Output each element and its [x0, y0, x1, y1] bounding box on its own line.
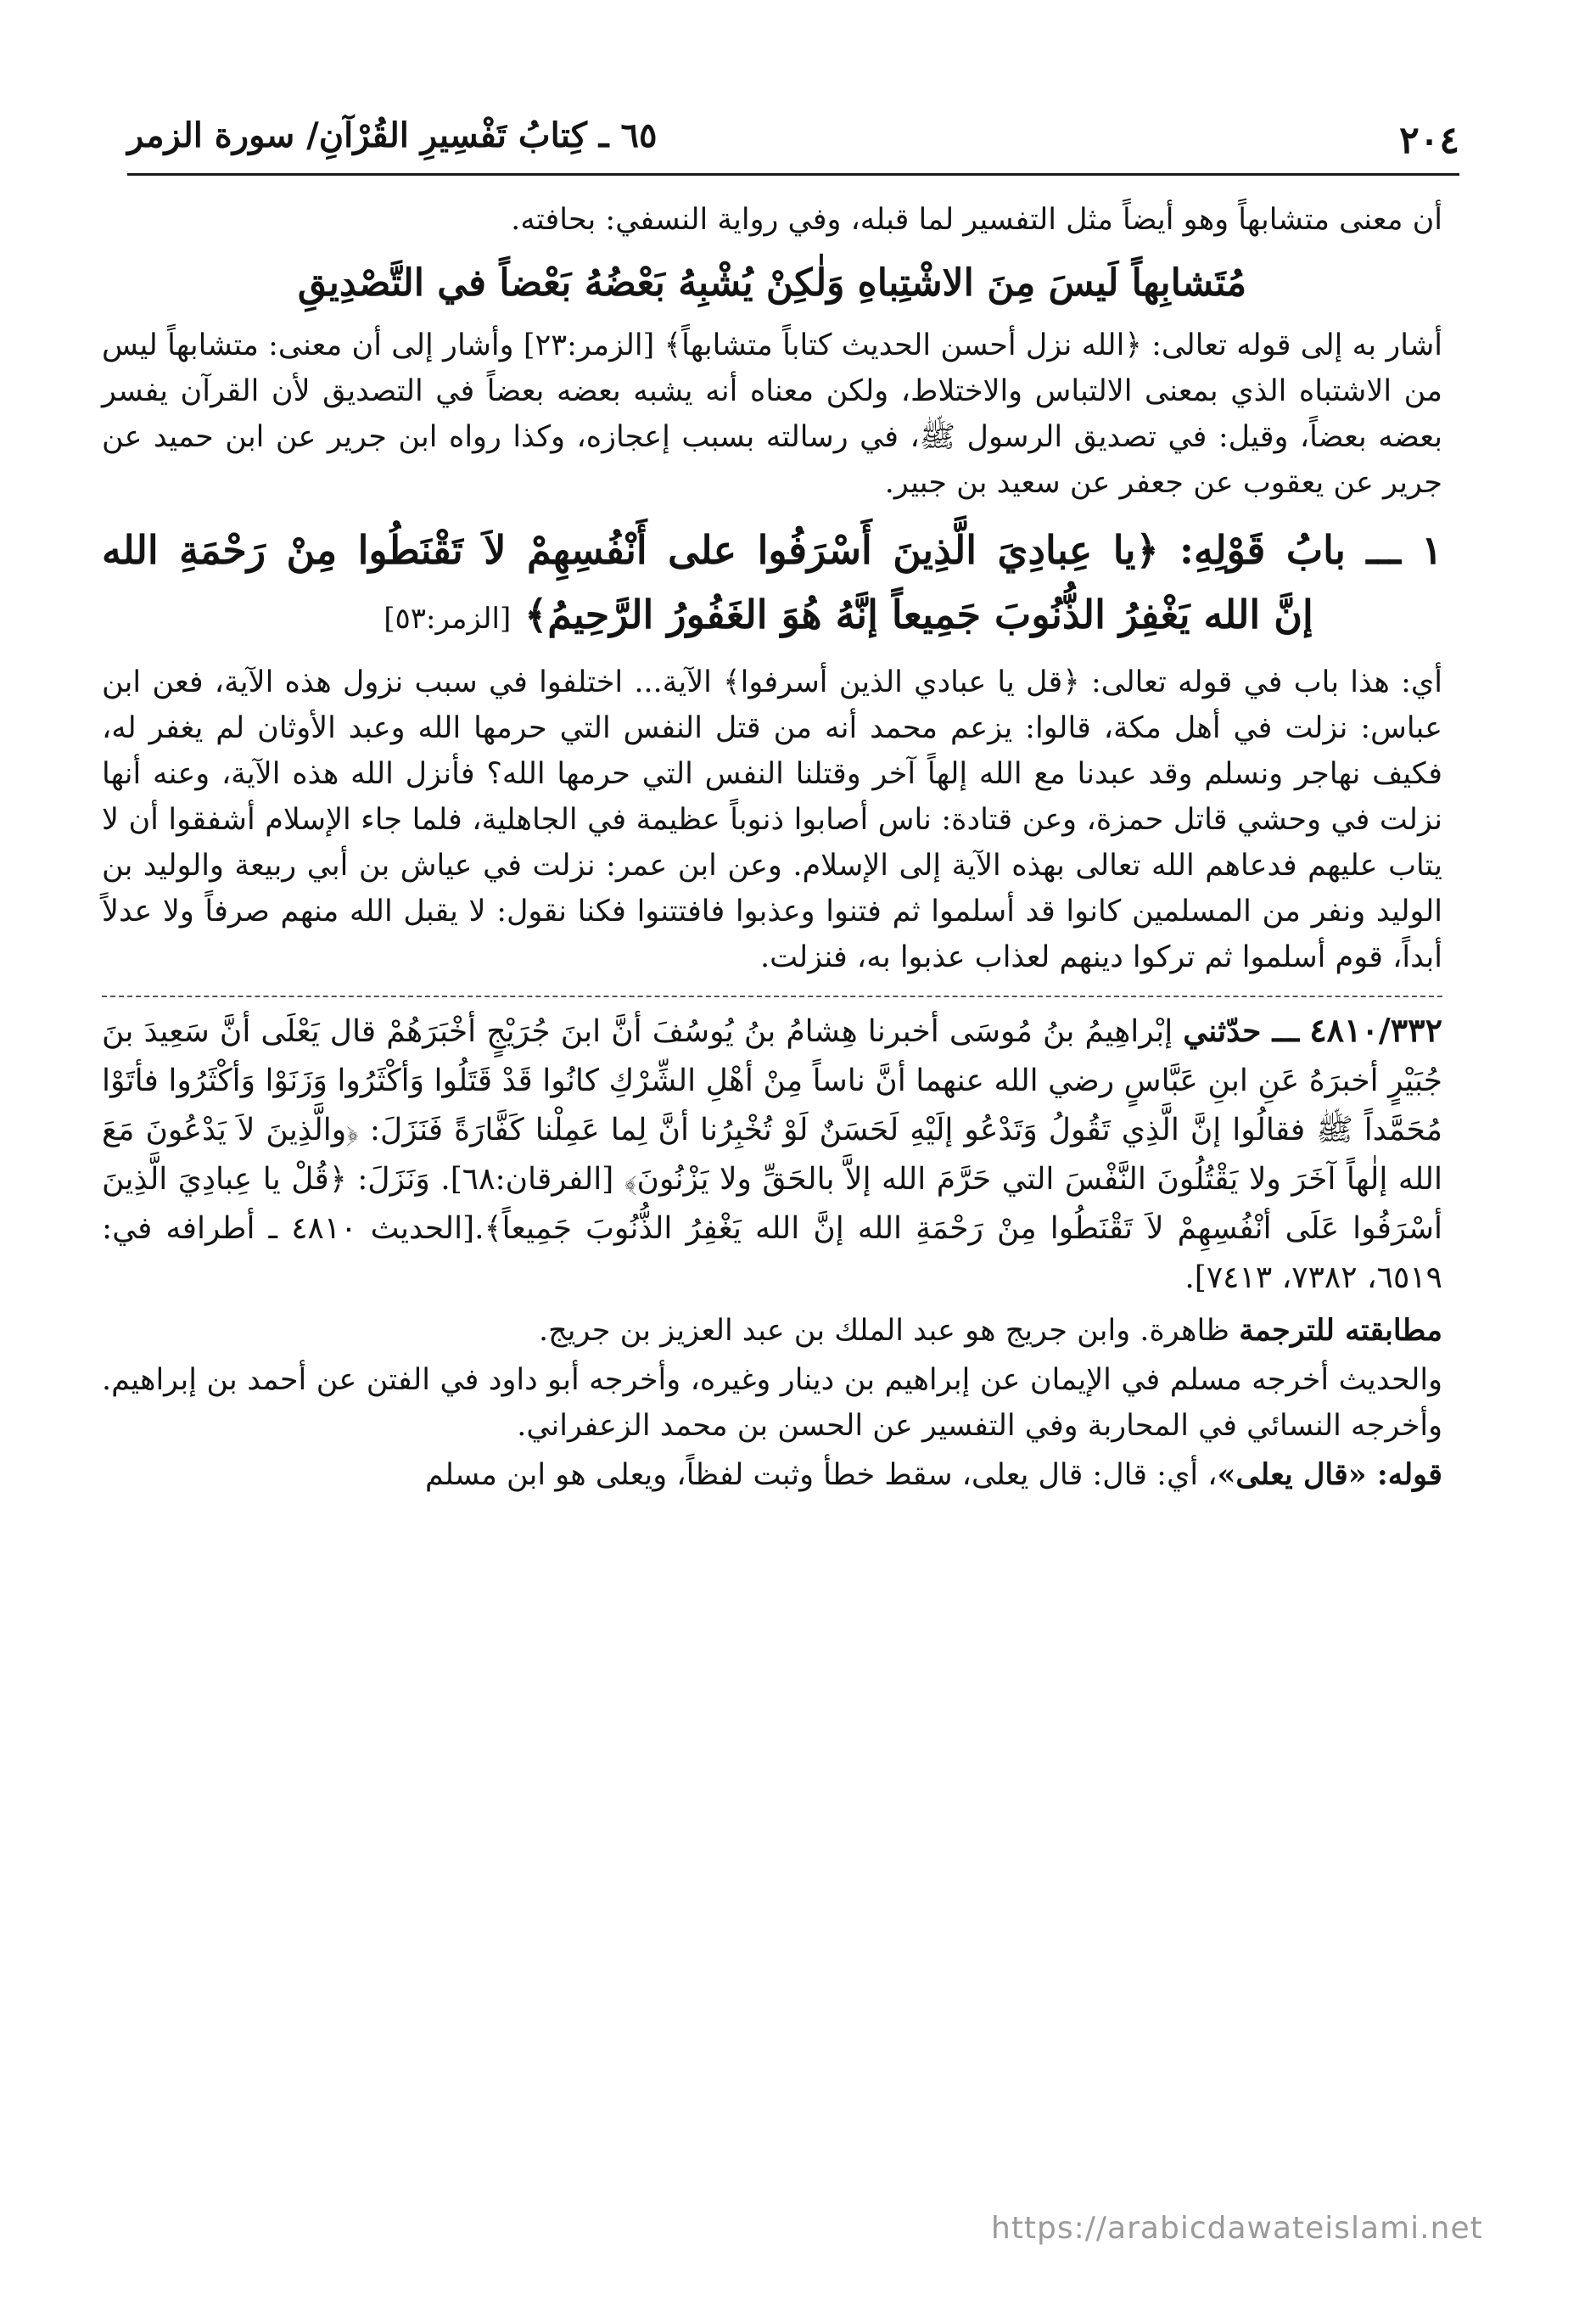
chapter-heading [102, 518, 1442, 651]
page-number: ٢٠٤ [1399, 119, 1459, 162]
bold-lead: مطابقته للترجمة [1239, 1313, 1442, 1348]
chapter-verse-end: إنَّ الله يَغْفِرُ الذُّنُوبَ جَمِيعاً إنَّهُ هُوَ الغَفُورُ الرَّحِيمُ﴾ [524, 592, 1313, 637]
watermark-url: https://arabicdawateislami.net [991, 2211, 1483, 2246]
hadith-separator [102, 996, 1442, 997]
paragraph [102, 1452, 1442, 1498]
hadith-body: إبْراهِيمُ بنُ مُوسَى أخبرنا هِشامُ بنُ يُوسُفَ أنَّ ابنَ جُرَيْجٍ أخْبَرَهُمْ قال يَعْلَى أنَّ سَعِيدَ بنَ جُبَيْرٍ أخبرَهُ عَنِ ابنِ عَبَّاسٍ رضي الله عنهما أنَّ ناساً مِنْ أهْلِ الشِّرْكِ كانُوا قَدْ قَتَلُوا وَأكْثَرُوا وَزَنَوْا وَأكْثَرُوا فأتَوْا مُحَمَّداً ﷺ فقالُوا إنَّ الَّذِي تَقُولُ وَتَدْعُو إلَيْهِ لَحَسَنٌ لَوْ تُخْبِرُنا أنَّ لِما عَمِلْنا كَفَّارَةً فَنَزَلَ: ﴿والَّذِينَ لاَ يَدْعُونَ مَعَ الله إلٰهاً آخَرَ ولا يَقْتُلُونَ النَّفْسَ التي حَرَّمَ الله إلاَّ بالحَقِّ ولا يَزْنُونَ﴾ [الفرقان:٦٨]. وَنَزَلَ: ﴿قُلْ يا عِبادِيَ الَّذِينَ أسْرَفُوا عَلَى أنْفُسِهِمْ لاَ تَقْنَطُوا مِنْ رَحْمَةِ الله إنَّ الله يَغْفِرُ الذُّنُوبَ جَمِيعاً﴾.[الحديث ٤٨١٠ ـ أطرافه في: ٦٥١٩، ٧٣٨٢، ٧٤١٣]. [102, 1014, 1443, 1295]
running-title: ٦٥ ـ كِتابُ تَفْسِيرِ القُرْآنِ/ سورة الزمر [127, 115, 658, 155]
verse-heading: مُتَشابِهاً لَيسَ مِنَ الاشْتِباهِ وَلٰكِنْ يُشْبِهُ بَعْضُهُ بَعْضاً في التَّصْدِيقِ [297, 261, 1247, 305]
hadith-narration-word: ـــ حدّثني [1183, 1013, 1300, 1049]
paragraph-text: ، أي: قال: قال يعلى، سقط خطأ وثبت لفظاً، ويعلى هو ابن مسلم [425, 1458, 1218, 1492]
paragraph [102, 1308, 1442, 1354]
chapter-heading-line2 [102, 582, 1442, 651]
chapter-verse-reference: [الزمر:٥٣] [384, 602, 512, 636]
chapter-heading-line1: ١ ـــ بابُ قَوْلِهِ: ﴿يا عِبادِيَ الَّذِينَ أَسْرَفُوا على أَنْفُسِهِمْ لاَ تَقْنَطُوا مِنْ رَحْمَةِ الله [102, 527, 1442, 573]
paragraph: أي: هذا باب في قوله تعالى: ﴿قل يا عبادي الذين أسرفوا﴾ الآية... اختلفوا في سبب نزول هذه الآية، فعن ابن عباس: نزلت في أهل مكة، قالوا: يزعم محمد أنه من قتل النفس التي حرمها الله وعبد الأوثان لم يغفر له، فكيف نهاجر ونسلم وقد عبدنا مع الله إلهاً آخر وقتلنا النفس التي حرمها الله؟ فأنزل الله هذه الآية، وعنه أنها نزلت في وحشي قاتل حمزة، وعن قتادة: ناس أصابوا ذنوباً عظيمة في الجاهلية، فلما جاء الإسلام أشفقوا أن لا يتاب عليهم فدعاهم الله تعالى بهذه الآية إلى الإسلام. وعن ابن عمر: نزلت في عياش بن أبي ربيعة والوليد بن الوليد ونفر من المسلمين كانوا قد أسلموا ثم فتنوا وعذبوا فافتتنوا فكنا نقول: لا يقبل الله منهم صرفاً ولا عدلاً أبداً، قوم أسلموا ثم تركوا دينهم لعذاب عذبوا به، فنزلت. [102, 665, 1442, 974]
paragraph: أن معنى متشابهاً وهو أيضاً مثل التفسير لما قبله، وفي رواية النسفي: بحافته. [511, 203, 1442, 237]
bold-lead: قوله: «قال يعلى» [1217, 1457, 1442, 1492]
hadith-text [102, 1006, 1442, 1303]
hadith-number: ٤٨١٠/٣٣٢ [1309, 1011, 1442, 1049]
page-header [127, 110, 1459, 176]
paragraph: أشار به إلى قوله تعالى: ﴿الله نزل أحسن الحديث كتاباً متشابهاً﴾ [الزمر:٢٣] وأشار إلى أن معنى: متشابهاً ليس من الاشتباه الذي بمعنى الالتباس والاختلاط، ولكن معناه أنه يشبه بعضه بعضاً في التصديق لأن القرآن يفسر بعضه بعضاً، وقيل: في تصديق الرسول ﷺ، في رسالته بسبب إعجازه، وكذا رواه ابن جرير عن ابن حميد عن جرير عن يعقوب عن جعفر عن سعيد بن جبير. [102, 328, 1442, 500]
paragraph-text: ظاهرة. وابن جريج هو عبد الملك بن عبد العزيز بن جريج. [539, 1314, 1240, 1348]
paragraph: والحديث أخرجه مسلم في الإيمان عن إبراهيم بن دينار وغيره، وأخرجه أبو داود في الفتن عن أحمد بن إبراهيم. وأخرجه النسائي في المحاربة وفي التفسير عن الحسن بن محمد الزعفراني. [102, 1363, 1442, 1443]
page-body [102, 197, 1442, 1501]
